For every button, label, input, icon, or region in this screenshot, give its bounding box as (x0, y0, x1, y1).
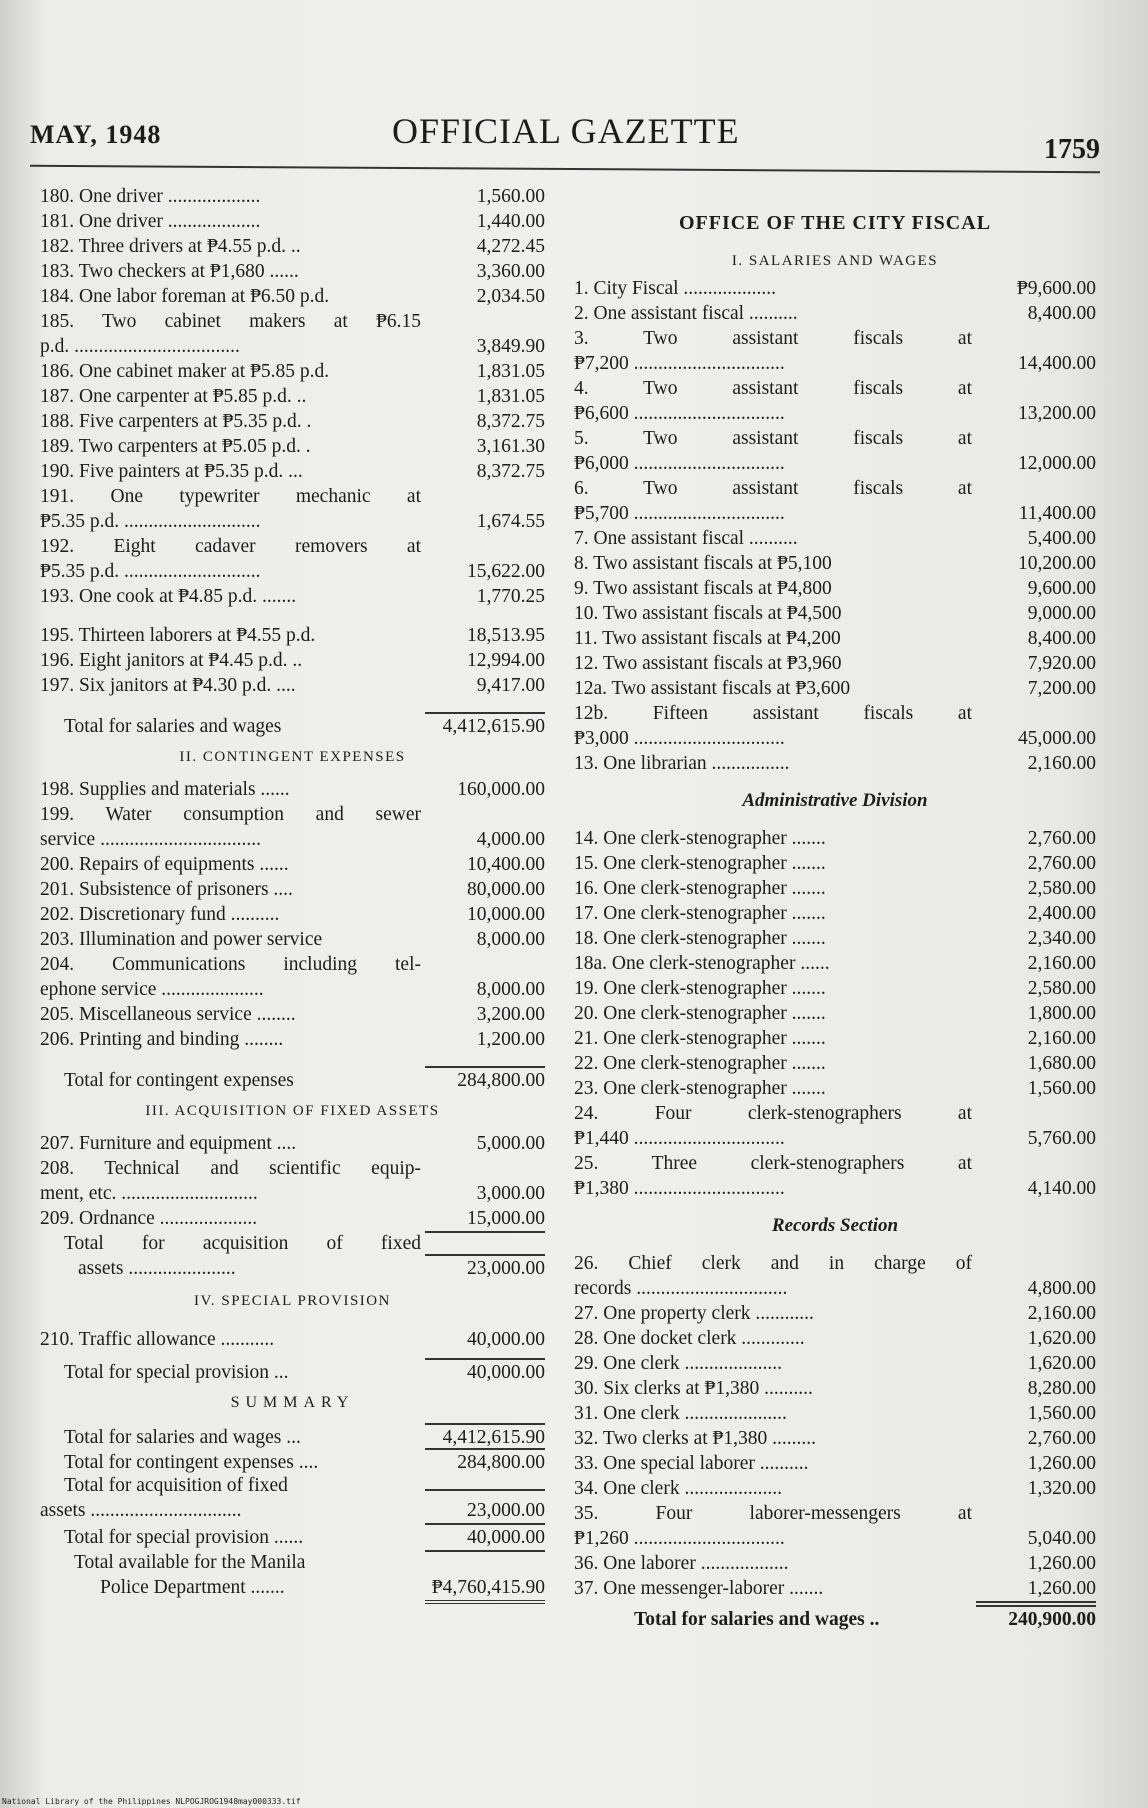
list-item (40, 1523, 545, 1548)
list-item (574, 601, 1096, 626)
fiscal-total: Total for salaries and wages .. 240,900.00 (574, 1605, 1096, 1630)
item-description: 208. Technical and scientific equip- (40, 1158, 421, 1179)
item-amount: 2,580.00 (1027, 878, 1096, 899)
item-description: 206. Printing and binding ........ (40, 1029, 284, 1050)
item-amount: 13,200.00 (1018, 403, 1096, 424)
list-item (40, 509, 545, 534)
item-description: 5. Two assistant fiscals at (574, 428, 972, 449)
item-description: 7. One assistant fiscal .......... (574, 528, 798, 549)
list-item (40, 673, 545, 698)
item-amount: 1,674.55 (476, 511, 545, 532)
item-description: 191. One typewriter mechanic at (40, 486, 421, 507)
grand-total-line2: Police Department ....... ₱4,760,415.90 (40, 1575, 545, 1600)
item-description: 34. One clerk .................... (574, 1478, 782, 1499)
item-description: 203. Illumination and power service (40, 929, 323, 950)
item-description: 23. One clerk-stenographer ....... (574, 1078, 826, 1099)
item-amount: 4,000.00 (476, 829, 545, 850)
item-amount: 1,260.00 (976, 1576, 1096, 1603)
item-description: 14. One clerk-stenographer ....... (574, 828, 826, 849)
item-description: 20. One clerk-stenographer ....... (574, 1003, 826, 1024)
item-description: 1. City Fiscal ................... (574, 278, 777, 299)
item-amount: 1,560.00 (476, 186, 545, 207)
item-amount: 3,000.00 (476, 1183, 545, 1204)
fixed-assets-heading: III. ACQUISITION OF FIXED ASSETS (145, 1103, 440, 1119)
item-description: p.d. .................................. (40, 336, 240, 357)
item-description: 3. Two assistant fiscals at (574, 328, 972, 349)
list-item (40, 802, 545, 827)
list-item (40, 1066, 545, 1091)
item-description: ₱5,700 ............................... (574, 503, 785, 524)
list-item (40, 359, 545, 384)
list-item (574, 876, 1096, 901)
list-item (574, 476, 1096, 501)
list-item (574, 276, 1096, 301)
item-amount: 8,372.75 (476, 411, 545, 432)
item-amount: 15,622.00 (467, 561, 545, 582)
list-item (40, 309, 545, 334)
item-amount: 10,200.00 (1018, 553, 1096, 574)
item-amount: 1,200.00 (476, 1029, 545, 1050)
list-item (574, 1551, 1096, 1576)
item-description: 17. One clerk-stenographer ....... (574, 903, 826, 924)
list-item (40, 1131, 545, 1156)
item-amount: 10,000.00 (467, 904, 545, 925)
summary-heading: SUMMARY (230, 1394, 355, 1411)
item-description: Total for special provision ...... (64, 1527, 304, 1548)
list-item (40, 234, 545, 259)
item-amount: 1,560.00 (1027, 1078, 1096, 1099)
page-number: 1759 (1044, 134, 1100, 165)
fiscal-salaries-list (574, 276, 1096, 776)
item-description: 26. Chief clerk and in charge of (574, 1253, 972, 1274)
item-description: 9. Two assistant fiscals at ₱4,800 (574, 578, 832, 599)
list-item (40, 1498, 545, 1523)
item-amount: 4,412,615.90 (425, 712, 545, 739)
list-item (574, 676, 1096, 701)
list-item (574, 926, 1096, 951)
list-item (40, 1002, 545, 1027)
list-item (574, 851, 1096, 876)
list-item (40, 459, 545, 484)
item-amount: 40,000.00 (425, 1523, 545, 1552)
list-item (40, 877, 545, 902)
item-amount: 9,000.00 (1027, 603, 1096, 624)
item-description: 198. Supplies and materials ...... (40, 779, 290, 800)
item-description: 199. Water consumption and sewer (40, 804, 421, 825)
list-item (574, 1176, 1096, 1201)
item-amount: 9,417.00 (476, 675, 545, 696)
list-item (574, 351, 1096, 376)
list-item (574, 951, 1096, 976)
fixed-total-line2: assets ...................... 23,000.00 (78, 1258, 545, 1279)
contingent-list (40, 777, 545, 1091)
list-item (574, 1501, 1096, 1526)
item-amount: 284,800.00 (425, 1448, 545, 1475)
item-description: 184. One labor foreman at ₱6.50 p.d. (40, 286, 330, 307)
item-description: 29. One clerk .................... (574, 1353, 782, 1374)
list-item (574, 501, 1096, 526)
list-item (40, 1156, 545, 1181)
item-description: 12a. Two assistant fiscals at ₱3,600 (574, 678, 851, 699)
item-amount: 1,831.05 (476, 361, 545, 382)
item-amount: 8,000.00 (476, 929, 545, 950)
item-amount: 1,260.00 (1027, 1553, 1096, 1574)
item-description: 30. Six clerks at ₱1,380 .......... (574, 1378, 813, 1399)
item-description: 202. Discretionary fund .......... (40, 904, 280, 925)
list-item (40, 952, 545, 977)
item-amount: 2,580.00 (1027, 978, 1096, 999)
item-amount: 8,280.00 (1027, 1378, 1096, 1399)
item-amount: 5,000.00 (476, 1133, 545, 1154)
contingent-heading: II. CONTINGENT EXPENSES (179, 749, 406, 765)
item-amount: 3,161.30 (476, 436, 545, 457)
item-description: 192. Eight cadaver removers at (40, 536, 421, 557)
item-description: Total for salaries and wages ... (64, 1427, 301, 1448)
item-amount: 1,320.00 (1027, 1478, 1096, 1499)
list-item (40, 559, 545, 584)
item-amount: 2,160.00 (1027, 1303, 1096, 1324)
item-description: 182. Three drivers at ₱4.55 p.d. .. (40, 236, 301, 257)
page-header (30, 110, 1100, 170)
item-description: 16. One clerk-stenographer ....... (574, 878, 826, 899)
item-description: 27. One property clerk ............ (574, 1303, 814, 1324)
list-item (574, 1476, 1096, 1501)
list-item (574, 1376, 1096, 1401)
list-item (574, 826, 1096, 851)
list-item (40, 1027, 545, 1052)
list-item (40, 184, 545, 209)
list-item (574, 551, 1096, 576)
item-description: 24. Four clerk-stenographers at (574, 1103, 972, 1124)
item-description: Total for contingent expenses (64, 1070, 294, 1091)
item-description: 10. Two assistant fiscals at ₱4,500 (574, 603, 842, 624)
fixed-assets-list (40, 1131, 545, 1231)
item-description: 185. Two cabinet makers at ₱6.15 (40, 311, 421, 332)
item-description: 201. Subsistence of prisoners .... (40, 879, 293, 900)
list-item (574, 1126, 1096, 1151)
list-item (574, 1001, 1096, 1026)
list-item (574, 426, 1096, 451)
item-amount: 1,620.00 (1027, 1353, 1096, 1374)
item-amount: 11,400.00 (1018, 503, 1096, 524)
item-description: 180. One driver ................... (40, 186, 261, 207)
item-description: ₱1,380 ............................... (574, 1178, 785, 1199)
list-item (574, 451, 1096, 476)
item-description: 200. Repairs of equipments ...... (40, 854, 289, 875)
list-item (40, 1206, 545, 1231)
item-amount: 7,920.00 (1027, 653, 1096, 674)
list-item (574, 751, 1096, 776)
item-description: 183. Two checkers at ₱1,680 ...... (40, 261, 299, 282)
item-description: ₱6,000 ............................... (574, 453, 785, 474)
list-item (574, 651, 1096, 676)
item-amount: 45,000.00 (1018, 728, 1096, 749)
list-item (40, 852, 545, 877)
item-description: 2. One assistant fiscal .......... (574, 303, 798, 324)
item-description: ment, etc. ............................ (40, 1183, 258, 1204)
item-amount: 4,800.00 (1027, 1278, 1096, 1299)
item-description: 4. Two assistant fiscals at (574, 378, 972, 399)
list-item (574, 1251, 1096, 1276)
item-description: 18a. One clerk-stenographer ...... (574, 953, 830, 974)
item-amount: 2,760.00 (1027, 853, 1096, 874)
list-item (574, 1276, 1096, 1301)
item-description: ₱6,600 ............................... (574, 403, 785, 424)
item-description: 187. One carpenter at ₱5.85 p.d. .. (40, 386, 307, 407)
item-description: service ................................. (40, 829, 261, 850)
list-item (40, 284, 545, 309)
item-description: 22. One clerk-stenographer ....... (574, 1053, 826, 1074)
item-description: 21. One clerk-stenographer ....... (574, 1028, 826, 1049)
item-description: 18. One clerk-stenographer ....... (574, 928, 826, 949)
item-description: 193. One cook at ₱4.85 p.d. ....... (40, 586, 297, 607)
list-item (574, 576, 1096, 601)
list-item (574, 1576, 1096, 1601)
list-item (574, 976, 1096, 1001)
item-description: 205. Miscellaneous service ........ (40, 1004, 296, 1025)
list-item (574, 1076, 1096, 1101)
grand-total-amount: ₱4,760,415.90 (425, 1575, 545, 1604)
item-description: 13. One librarian ................ (574, 753, 790, 774)
list-item (40, 334, 545, 359)
item-description: 36. One laborer .................. (574, 1553, 789, 1574)
list-item (40, 927, 545, 952)
item-description: ₱5.35 p.d. ............................ (40, 511, 261, 532)
item-amount: 160,000.00 (457, 779, 545, 800)
special-heading: IV. SPECIAL PROVISION (194, 1293, 391, 1309)
item-description: 19. One clerk-stenographer ....... (574, 978, 826, 999)
list-item (574, 1051, 1096, 1076)
list-item (574, 1526, 1096, 1551)
list-item (40, 1448, 545, 1473)
item-description: ₱7,200 ............................... (574, 353, 785, 374)
item-description: 35. Four laborer-messengers at (574, 1503, 972, 1524)
item-amount: 5,760.00 (1027, 1128, 1096, 1149)
right-column (574, 200, 1096, 1630)
list-item (574, 1401, 1096, 1426)
item-amount: 2,400.00 (1027, 903, 1096, 924)
list-item (40, 977, 545, 1002)
item-description: 25. Three clerk-stenographers at (574, 1153, 972, 1174)
item-amount: 7,200.00 (1027, 678, 1096, 699)
list-item (40, 1423, 545, 1448)
admin-division-heading: Administrative Division (742, 790, 928, 811)
list-item (574, 1301, 1096, 1326)
list-item (40, 409, 545, 434)
item-amount: 4,140.00 (1027, 1178, 1096, 1199)
item-amount: 1,800.00 (1027, 1003, 1096, 1024)
list-item (40, 712, 545, 737)
item-amount: 1,560.00 (1027, 1403, 1096, 1424)
special-item: 210. Traffic allowance ........... 40,000.00 (40, 1329, 545, 1350)
list-item (40, 534, 545, 559)
list-item (574, 401, 1096, 426)
item-description: Total for contingent expenses .... (64, 1452, 319, 1473)
item-amount: 8,400.00 (1027, 303, 1096, 324)
list-item (40, 1473, 545, 1498)
item-description: 11. Two assistant fiscals at ₱4,200 (574, 628, 841, 649)
list-item (574, 301, 1096, 326)
list-item (40, 259, 545, 284)
item-description: 196. Eight janitors at ₱4.45 p.d. .. (40, 650, 303, 671)
list-item (574, 526, 1096, 551)
item-amount (425, 1489, 545, 1491)
item-description: 207. Furniture and equipment .... (40, 1133, 297, 1154)
fixed-total-line1: Total for acquisition of fixed (40, 1231, 545, 1256)
left-column (40, 184, 545, 1600)
list-item (574, 1426, 1096, 1451)
item-amount: 12,994.00 (467, 650, 545, 671)
item-description: 8. Two assistant fiscals at ₱5,100 (574, 553, 832, 574)
item-amount: 23,000.00 (467, 1500, 545, 1521)
admin-division-list (574, 826, 1096, 1201)
item-description: 6. Two assistant fiscals at (574, 478, 972, 499)
salaries-heading: I. SALARIES AND WAGES (731, 253, 939, 269)
list-item (574, 1151, 1096, 1176)
item-description: 209. Ordnance .................... (40, 1208, 258, 1229)
item-description: 28. One docket clerk ............. (574, 1328, 805, 1349)
list-item (40, 584, 545, 609)
item-description: 189. Two carpenters at ₱5.05 p.d. . (40, 436, 311, 457)
list-item (574, 1026, 1096, 1051)
item-description: assets ............................... (40, 1500, 242, 1521)
item-amount: 14,400.00 (1018, 353, 1096, 374)
item-amount: 80,000.00 (467, 879, 545, 900)
item-amount: 8,000.00 (476, 979, 545, 1000)
item-amount: 3,360.00 (476, 261, 545, 282)
records-section-list (574, 1251, 1096, 1601)
item-amount: 1,440.00 (476, 211, 545, 232)
summary-list (40, 1423, 545, 1548)
item-amount: 3,200.00 (476, 1004, 545, 1025)
list-item (40, 434, 545, 459)
list-item (574, 726, 1096, 751)
item-amount: 2,160.00 (1027, 1028, 1096, 1049)
item-amount: 4,272.45 (476, 236, 545, 257)
item-description: 197. Six janitors at ₱4.30 p.d. .... (40, 675, 296, 696)
item-description: 12. Two assistant fiscals at ₱3,960 (574, 653, 842, 674)
list-item (40, 209, 545, 234)
item-description: 37. One messenger-laborer ....... (574, 1578, 824, 1599)
publication-title: OFFICIAL GAZETTE (392, 111, 740, 151)
item-description: Total for acquisition of fixed (64, 1475, 288, 1496)
item-amount: 18,513.95 (467, 625, 545, 646)
item-description: 204. Communications including tel- (40, 954, 421, 975)
list-item (40, 384, 545, 409)
item-amount: 9,600.00 (1027, 578, 1096, 599)
item-description: 12b. Fifteen assistant fiscals at (574, 703, 972, 724)
item-description: 195. Thirteen laborers at ₱4.55 p.d. (40, 625, 316, 646)
fixed-total-amount: 23,000.00 (467, 1258, 545, 1279)
list-item (574, 1101, 1096, 1126)
list-item (40, 827, 545, 852)
list-item (40, 777, 545, 802)
item-amount: 2,160.00 (1027, 953, 1096, 974)
item-description: 181. One driver ................... (40, 211, 261, 232)
list-item (574, 901, 1096, 926)
item-amount: 2,760.00 (1027, 828, 1096, 849)
item-description: 33. One special laborer .......... (574, 1453, 809, 1474)
list-item (40, 902, 545, 927)
item-amount: 15,000.00 (425, 1206, 545, 1233)
item-amount: 2,160.00 (1027, 753, 1096, 774)
list-item (574, 626, 1096, 651)
list-item (40, 623, 545, 648)
list-item (574, 326, 1096, 351)
item-amount: 1,770.25 (476, 586, 545, 607)
item-amount: 2,340.00 (1027, 928, 1096, 949)
item-description: Total for salaries and wages (64, 716, 282, 737)
item-amount: ₱9,600.00 (1016, 278, 1096, 299)
item-description: ephone service ..................... (40, 979, 264, 1000)
item-amount: 1,680.00 (1027, 1053, 1096, 1074)
item-description: ₱1,440 ............................... (574, 1128, 785, 1149)
item-amount: 2,034.50 (476, 286, 545, 307)
item-amount: 2,760.00 (1027, 1428, 1096, 1449)
item-description: 188. Five carpenters at ₱5.35 p.d. . (40, 411, 312, 432)
item-amount: 284,800.00 (425, 1066, 545, 1093)
item-amount: 5,040.00 (1027, 1528, 1096, 1549)
item-amount: 12,000.00 (1018, 453, 1096, 474)
item-description: 32. Two clerks at ₱1,380 ......... (574, 1428, 817, 1449)
item-amount: 5,400.00 (1027, 528, 1096, 549)
item-description: ₱3,000 ............................... (574, 728, 785, 749)
item-amount: 1,620.00 (1027, 1328, 1096, 1349)
item-description: 31. One clerk ..................... (574, 1403, 787, 1424)
list-item (574, 1351, 1096, 1376)
records-section-heading: Records Section (771, 1215, 899, 1236)
issue-date: MAY, 1948 (30, 120, 162, 149)
list-item (574, 701, 1096, 726)
police-salaries-list (40, 184, 545, 737)
list-item (574, 376, 1096, 401)
scan-footer: National Library of the Philippines NLPOGJROG1948may000333.tif (2, 1797, 301, 1806)
list-item (40, 484, 545, 509)
item-amount: 4,412,615.90 (425, 1423, 545, 1450)
item-description: ₱5.35 p.d. ............................ (40, 561, 261, 582)
item-description: 15. One clerk-stenographer ....... (574, 853, 826, 874)
item-amount: 8,400.00 (1027, 628, 1096, 649)
item-amount: 1,260.00 (1027, 1453, 1096, 1474)
item-description: ₱1,260 ............................... (574, 1528, 785, 1549)
office-title: OFFICE OF THE CITY FISCAL (678, 212, 992, 234)
item-amount: 8,372.75 (476, 461, 545, 482)
item-description: 186. One cabinet maker at ₱5.85 p.d. (40, 361, 330, 382)
list-item (40, 648, 545, 673)
special-total: Total for special provision ... 40,000.00 (40, 1358, 545, 1383)
item-amount: 10,400.00 (467, 854, 545, 875)
item-amount: 1,831.05 (476, 386, 545, 407)
item-description: 190. Five painters at ₱5.35 p.d. ... (40, 461, 303, 482)
item-amount: 3,849.90 (476, 336, 545, 357)
list-item (574, 1451, 1096, 1476)
item-description: records ............................... (574, 1278, 788, 1299)
list-item (40, 1181, 545, 1206)
grand-total-line1: Total available for the Manila (40, 1550, 545, 1575)
list-item (574, 1326, 1096, 1351)
